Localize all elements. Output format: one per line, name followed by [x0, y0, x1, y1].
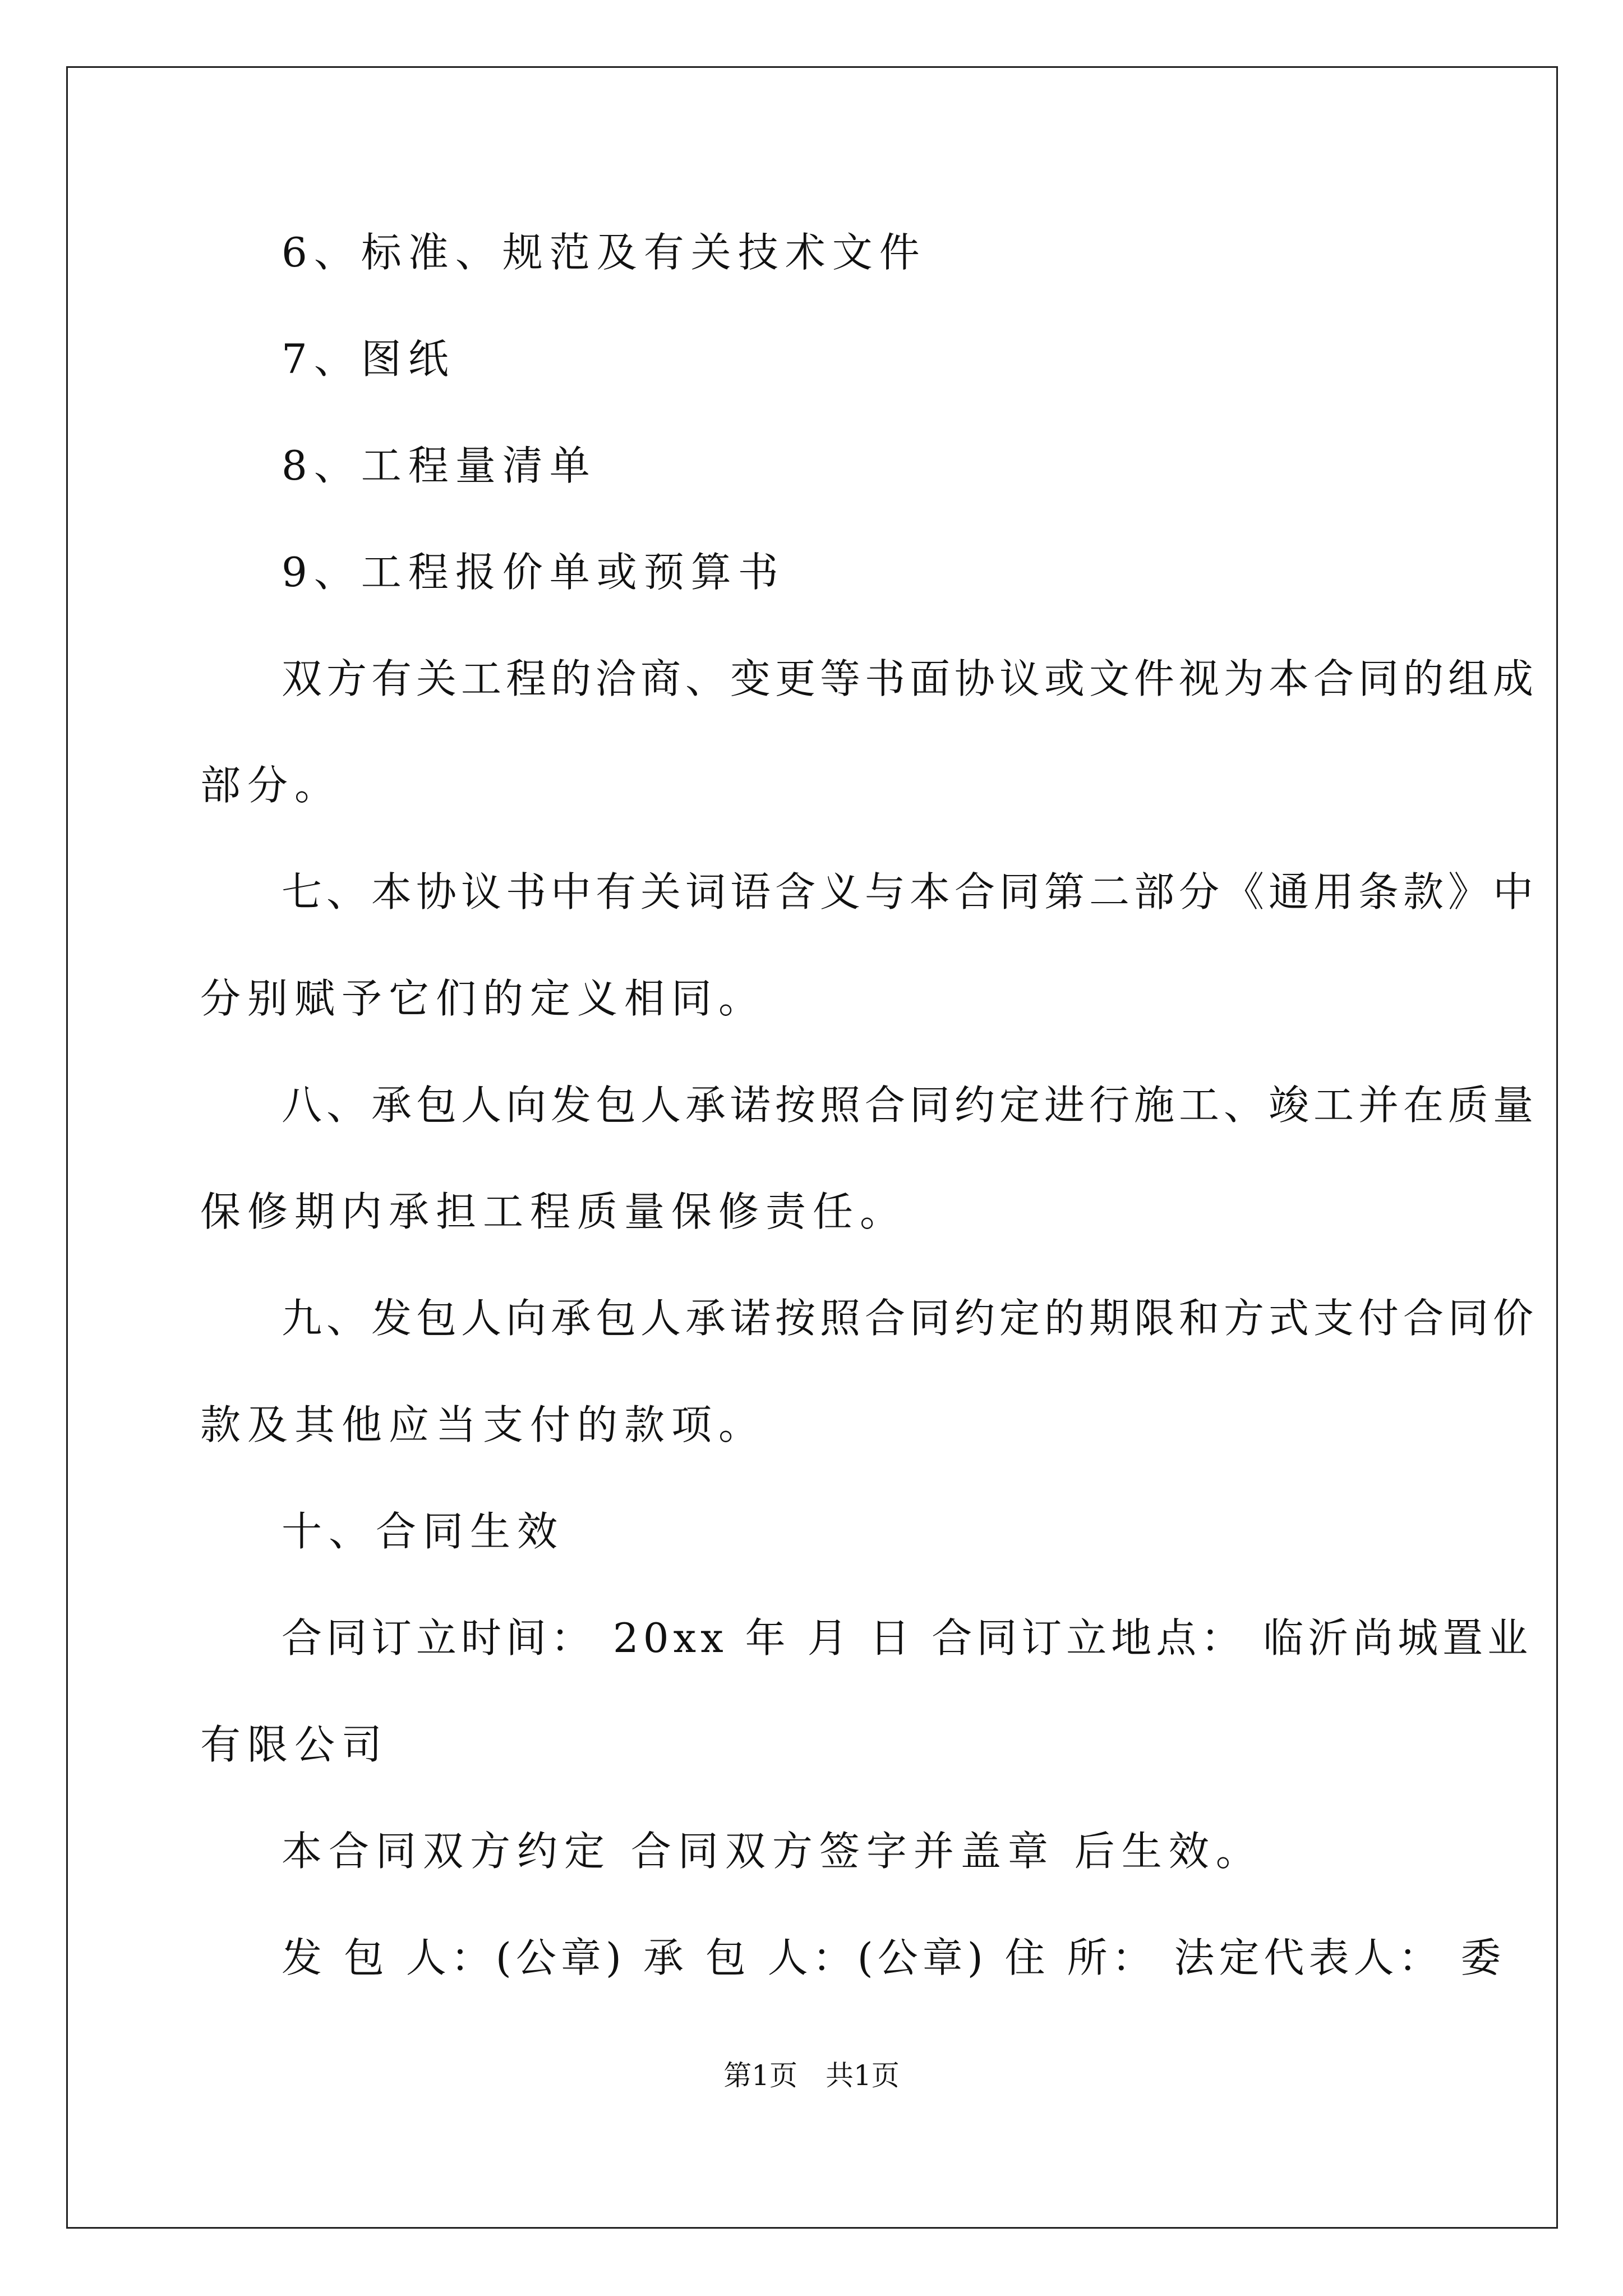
paragraph-line: 双方有关工程的洽商、变更等书面协议或文件视为本合同的组成: [282, 655, 1538, 702]
list-item-9: 9、工程报价单或预算书: [282, 549, 785, 596]
clause-7-line: 七、本协议书中有关词语含义与本合同第二部分《通用条款》中: [282, 868, 1538, 915]
effectiveness-line: 本合同双方约定 合同双方签字并盖章 后生效。: [282, 1828, 1263, 1875]
clause-9-line: 九、发包人向承包人承诺按照合同约定的期限和方式支付合同价: [282, 1295, 1538, 1342]
page-border: [66, 66, 1558, 2229]
list-item-8: 8、工程量清单: [282, 442, 597, 489]
clause-7-line: 分别赋予它们的定义相同。: [200, 975, 766, 1022]
clause-8-line: 八、承包人向发包人承诺按照合同约定进行施工、竣工并在质量: [282, 1082, 1538, 1129]
clause-9-line: 款及其他应当支付的款项。: [200, 1401, 766, 1448]
contract-date-place-line: 有限公司: [200, 1721, 389, 1768]
paragraph-line: 部分。: [200, 762, 342, 809]
clause-10-heading: 十、合同生效: [282, 1508, 565, 1555]
signature-line: 发 包 人：(公章) 承 包 人：(公章) 住 所： 法定代表人： 委: [282, 1934, 1506, 1981]
list-item-7: 7、图纸: [282, 335, 455, 383]
contract-date-place-line: 合同订立时间： 20xx 年 月 日 合同订立地点： 临沂尚城置业: [282, 1614, 1533, 1662]
page-number-footer: 第1页 共1页: [723, 2059, 900, 2092]
list-item-6: 6、标准、规范及有关技术文件: [282, 229, 926, 276]
clause-8-line: 保修期内承担工程质量保修责任。: [200, 1188, 907, 1235]
